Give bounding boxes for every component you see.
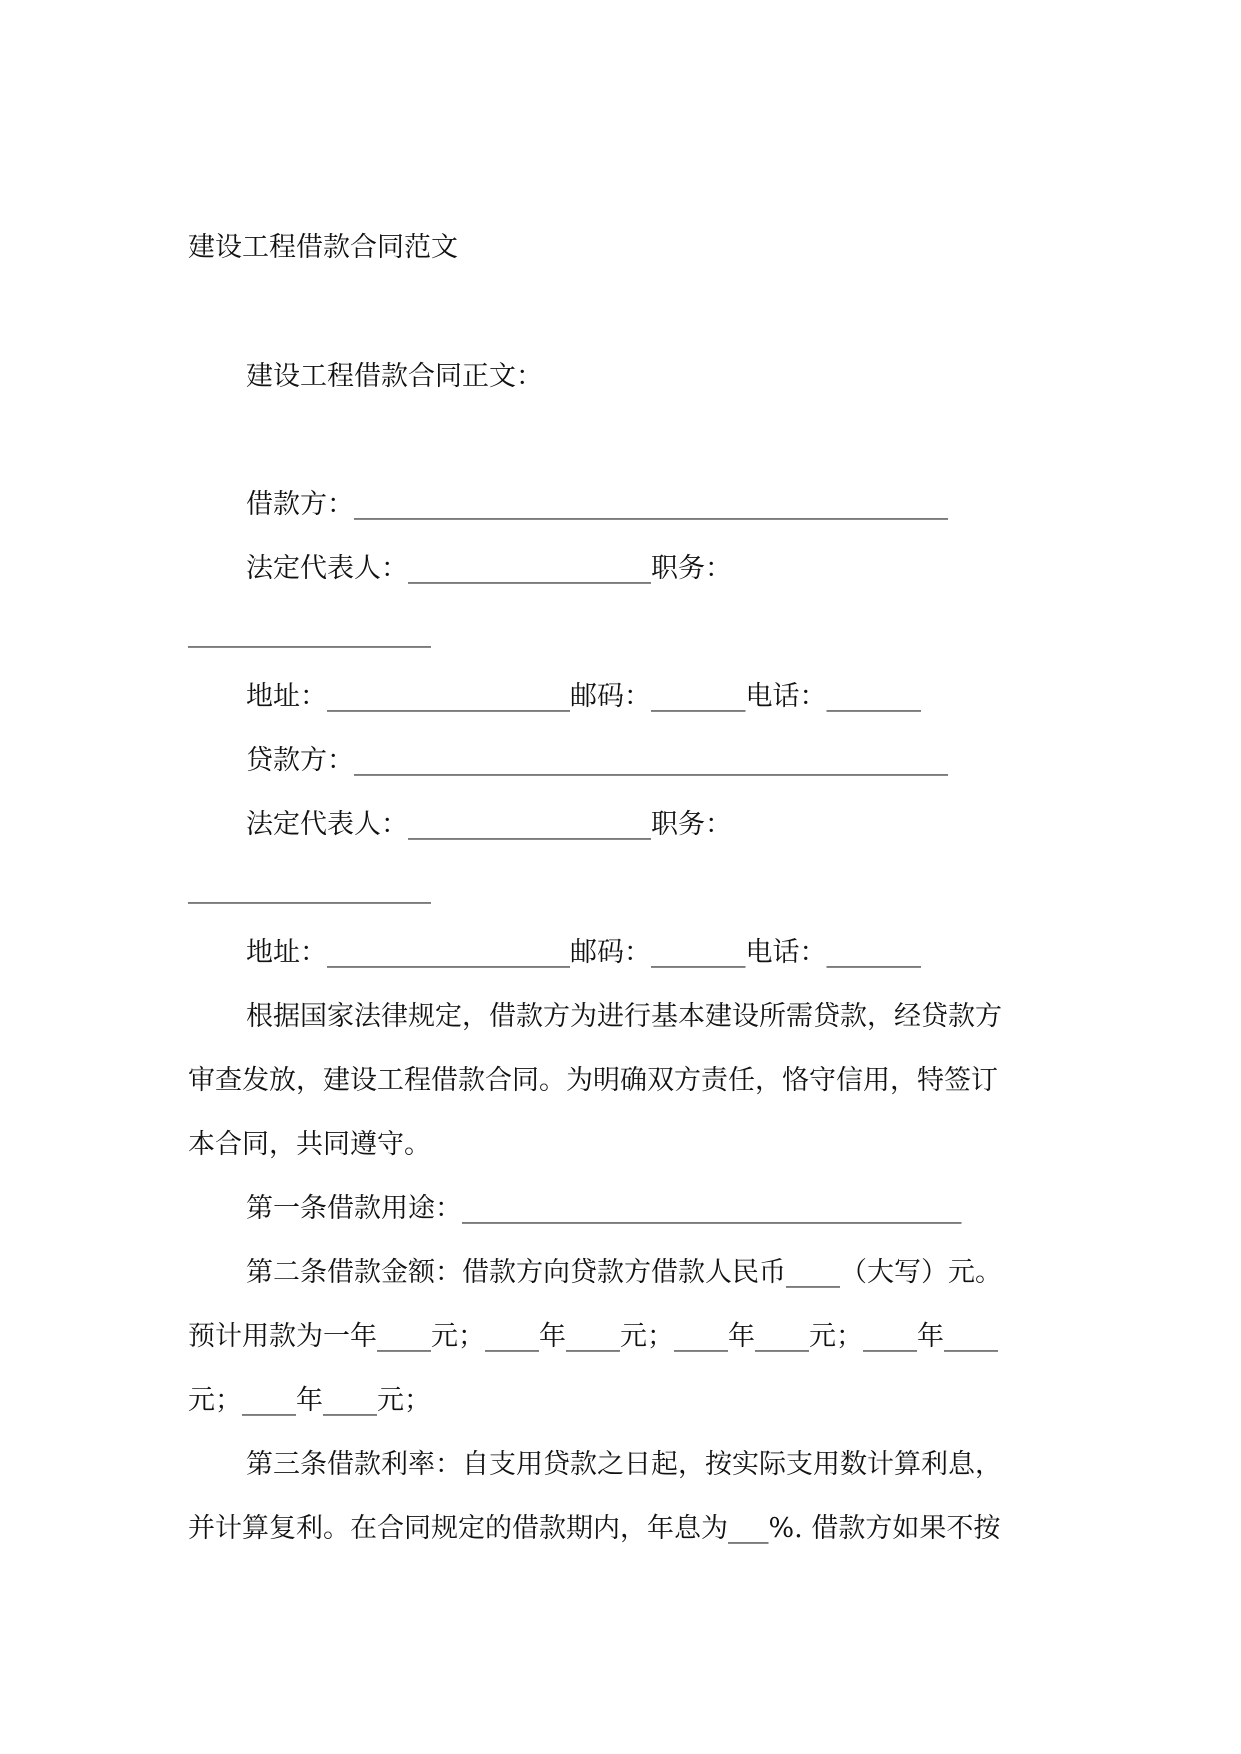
preamble-line-1: 根据国家法律规定，借款方为进行基本建设所需贷款，经贷款方 — [246, 1001, 1002, 1032]
borrower-address-line: 地址：__________________邮码：_______电话：_______ — [246, 681, 921, 712]
article-2-line-2: 预计用款为一年____元；____年____元；____年____元；____年____ — [188, 1321, 998, 1352]
lender-position-blank: __________________ — [188, 873, 431, 904]
document-title: 建设工程借款合同范文 — [188, 232, 458, 263]
lender-line: 贷款方：____________________________________________ — [246, 745, 948, 776]
article-2-line-1: 第二条借款金额：借款方向贷款方借款人民币____（大写）元。 — [246, 1257, 1002, 1288]
lender-representative-line: 法定代表人：__________________职务： — [246, 809, 732, 840]
preamble-line-2: 审查发放，建设工程借款合同。为明确双方责任，恪守信用，特签订 — [188, 1065, 998, 1096]
article-3-line-2: 并计算复利。在合同规定的借款期内，年息为___%. 借款方如果不按 — [188, 1513, 1001, 1544]
borrower-line: 借款方：____________________________________________ — [246, 489, 948, 520]
article-1-line: 第一条借款用途：_____________________________________ — [246, 1193, 962, 1224]
contract-body-heading: 建设工程借款合同正文： — [246, 361, 543, 392]
article-2-line-3: 元；____年____元； — [188, 1385, 431, 1416]
preamble-line-3: 本合同，共同遵守。 — [188, 1129, 431, 1160]
lender-address-line: 地址：__________________邮码：_______电话：_______ — [246, 937, 921, 968]
article-3-line-1: 第三条借款利率：自支用贷款之日起，按实际支用数计算利息， — [246, 1449, 1002, 1480]
borrower-representative-line: 法定代表人：__________________职务： — [246, 553, 732, 584]
borrower-position-blank: __________________ — [188, 617, 431, 648]
